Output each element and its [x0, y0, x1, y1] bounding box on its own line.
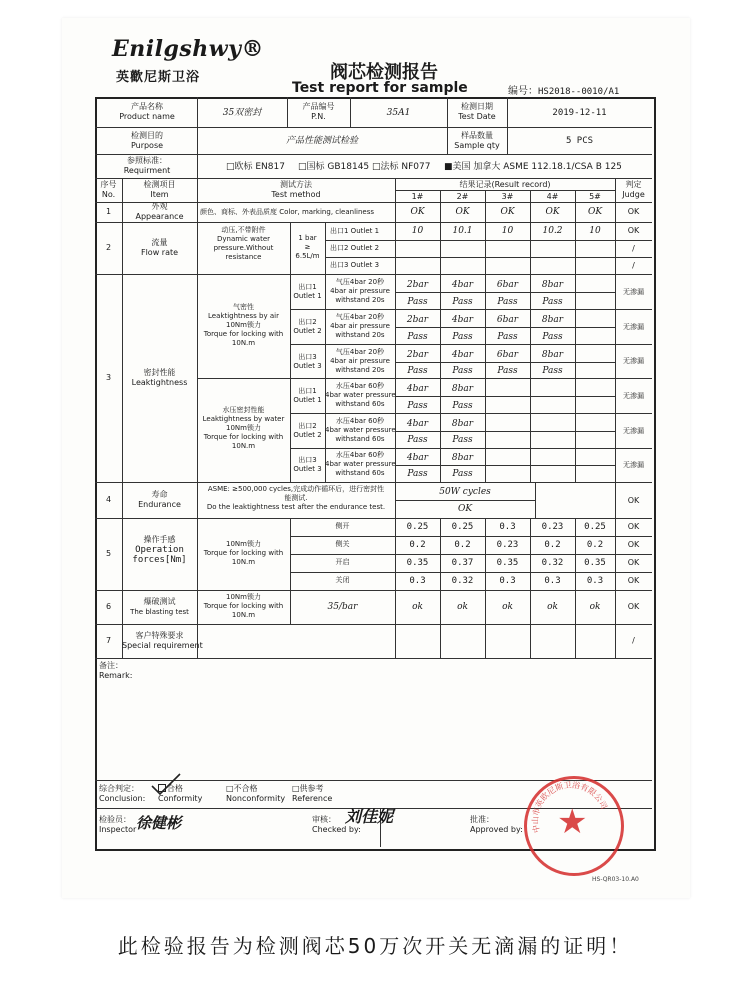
row5-op-2-label: 侧关 — [335, 540, 350, 548]
water-o1-pass-1: Pass — [407, 401, 428, 411]
row4-result-cycles: 50W cycles — [439, 487, 491, 497]
air-o2-no-leak: 无渗漏 — [623, 323, 644, 331]
table-line — [95, 518, 652, 519]
row5-op-2-value-3: 0.23 — [496, 540, 519, 550]
seal-text: 中山市英欧尼斯卫浴有限公司 — [530, 780, 609, 834]
row5-op-1-value-2: 0.25 — [451, 522, 474, 532]
row5-op-4-value-1: 0.3 — [409, 576, 426, 586]
air-o3-pass-3: Pass — [497, 366, 518, 376]
row5-op-3-value-3: 0.35 — [496, 558, 519, 568]
bottom-caption: 此检验报告为检测阀芯50万次开关无滴漏的证明！ — [117, 934, 633, 958]
table-line — [95, 624, 652, 625]
water-o2-no-leak: 无渗漏 — [623, 427, 644, 435]
table-line — [290, 274, 291, 482]
purpose-value: 产品性能测试检验 — [285, 136, 358, 146]
row6-result-5: ok — [589, 602, 601, 612]
standard-gb18145: □国标 GB18145 — [298, 162, 370, 172]
checked-signature: 刘佳妮 — [345, 807, 394, 826]
air-o1-pass-1: Pass — [407, 297, 428, 307]
air-o3-pressure-4: 8bar — [541, 350, 564, 360]
water-o2-pass-2: Pass — [452, 435, 473, 445]
row6-item: 爆破测试 The blasting test — [130, 597, 189, 616]
table-line — [440, 518, 441, 658]
table-line — [95, 482, 652, 483]
sample-5-header: 5# — [589, 192, 601, 201]
row2-item: 流量 Flow rate — [140, 238, 179, 257]
air-o3-pressure-3: 6bar — [496, 350, 519, 360]
table-line — [197, 378, 652, 379]
row5-op-4-value-4: 0.3 — [544, 576, 561, 586]
air-o1-pressure-1: 2bar — [406, 280, 429, 290]
col-no-header: 序号 No. — [100, 180, 117, 199]
row6-result-2: ok — [457, 602, 468, 612]
row5-item: 操作手感 Operation forces[Nm] — [132, 535, 187, 565]
checked-label: 审核： Checked by: — [312, 815, 361, 834]
table-line — [95, 127, 652, 128]
row4-item: 寿命 Endurance — [138, 490, 181, 509]
table-line — [395, 178, 396, 658]
row5-op-3-value-2: 0.37 — [451, 558, 474, 568]
row3-air-method: 气密性 Leaktightness by air 10Nm锁力 Torque for locking with 10N.m — [203, 303, 284, 347]
table-line — [325, 240, 652, 241]
table-line — [395, 327, 615, 328]
water-o3-no-leak: 无渗漏 — [623, 461, 644, 469]
inspector-signature: 徐健彬 — [136, 814, 182, 832]
air-o2-pressure-1: 2bar — [406, 315, 429, 325]
air-o3-pressure-2: 4bar — [451, 350, 474, 360]
row3-water-outlet-1: 出口1 Outlet 1 — [293, 387, 322, 404]
row6-result-3: ok — [502, 602, 513, 612]
row5-op-4-value-2: 0.32 — [451, 576, 474, 586]
air-o1-no-leak: 无渗漏 — [623, 288, 644, 296]
row3-air-outlet-1: 出口1 Outlet 1 — [293, 283, 322, 300]
conclusion-conformity: 合格 Conformity — [158, 784, 203, 803]
row1-item: 外观 Appearance — [135, 202, 184, 221]
col-judge-header: 判定 Judge — [622, 180, 645, 199]
row5-op-1-judge: OK — [627, 522, 640, 531]
table-line — [95, 178, 652, 179]
air-o1-pass-3: Pass — [497, 297, 518, 307]
row6-result-4: ok — [547, 602, 558, 612]
row7-item: 客户特殊要求 Special requirement — [122, 631, 203, 650]
test-date-value: 2019-12-11 — [552, 108, 607, 118]
sample-4-header: 4# — [546, 192, 559, 201]
row1-result-3: OK — [500, 207, 515, 217]
air-o2-pressure-4: 8bar — [541, 315, 564, 325]
air-o2-pass-4: Pass — [542, 332, 563, 342]
row2-result-2: 10.1 — [452, 226, 473, 236]
row5-op-1-value-5: 0.25 — [584, 522, 606, 532]
row6-method: 10Nm锁力 Torque for locking with 10N.m — [203, 593, 284, 619]
air-o3-pass-4: Pass — [542, 366, 563, 376]
table-line — [290, 344, 652, 345]
row5-op-2-judge: OK — [627, 540, 640, 549]
row1-no: 1 — [105, 207, 112, 216]
row5-op-2-value-4: 0.2 — [544, 540, 561, 550]
air-o2-pass-1: Pass — [407, 332, 428, 342]
table-line — [395, 362, 615, 363]
row5-op-4-value-5: 0.3 — [586, 576, 604, 586]
product-name-value: 35双密封 — [222, 108, 262, 118]
row5-op-2-value-5: 0.2 — [586, 540, 604, 550]
row3-water-outlet-2: 出口2 Outlet 2 — [293, 422, 322, 439]
row3-air-outlet-3: 出口3 Outlet 3 — [293, 353, 322, 370]
row3-air-test-1: 气压4bar 20秒 4bar air pressure withstand 20s — [330, 278, 390, 304]
row4-method: ASME: ≥500,000 cycles,完成动作循环后，进行密封性 能测试. Do the leaktightness test after the endurance test. — [206, 485, 386, 511]
row5-op-3-label: 开启 — [335, 558, 350, 566]
table-line — [95, 222, 652, 223]
air-o2-pressure-2: 4bar — [451, 315, 474, 325]
row3-item: 密封性能 Leaktightness — [131, 368, 188, 387]
row2-result-4: 10.2 — [542, 226, 563, 236]
seal-star-icon: ★ — [557, 802, 588, 842]
row5-op-3-value-4: 0.32 — [541, 558, 564, 568]
row3-air-test-3: 气压4bar 20秒 4bar air pressure withstand 20s — [330, 348, 390, 374]
conclusion-label: 综合判定： Conclusion: — [99, 784, 146, 803]
water-o3-pressure-2: 8bar — [451, 453, 474, 463]
report-title-en: Test report for sample — [292, 80, 468, 96]
row2-condition: 1 bar ≥ 6.5L/m — [295, 234, 320, 260]
water-o1-no-leak: 无渗漏 — [623, 392, 644, 400]
table-line — [535, 482, 536, 518]
air-o2-pass-2: Pass — [452, 332, 473, 342]
standard-en817: □欧标 EN817 — [226, 162, 285, 172]
row4-result-ok: OK — [457, 504, 473, 514]
row5-op-4-label: 关闭 — [335, 576, 350, 584]
row3-water-outlet-3: 出口3 Outlet 3 — [293, 456, 322, 473]
air-o1-pass-4: Pass — [542, 297, 563, 307]
requirement-label: 参照标准： Requirment — [123, 156, 171, 175]
row7-judge: / — [632, 636, 635, 645]
row2-judge-3: / — [632, 261, 635, 270]
row1-result-4: OK — [545, 207, 560, 217]
row2-result-5: 10 — [589, 226, 601, 236]
row5-op-4-judge: OK — [627, 576, 640, 585]
air-o3-pass-1: Pass — [407, 366, 428, 376]
row1-result-5: OK — [587, 207, 603, 217]
water-o1-pressure-1: 4bar — [406, 384, 429, 394]
pn-label: 产品编号 P.N. — [302, 102, 335, 121]
col-method-header: 测试方法 Test method — [271, 180, 321, 199]
water-o2-pressure-2: 8bar — [451, 419, 474, 429]
table-line — [290, 554, 652, 555]
row1-result-1: OK — [410, 207, 425, 217]
table-line — [395, 500, 535, 501]
table-line — [95, 154, 652, 155]
water-o1-pressure-2: 8bar — [451, 384, 474, 394]
row2-no: 2 — [105, 243, 112, 252]
row5-op-3-judge: OK — [627, 558, 640, 567]
row2-method: 动压,不带附件 Dynamic water pressure.Without resistance — [213, 226, 274, 261]
row7-no: 7 — [105, 636, 112, 645]
table-line — [290, 448, 652, 449]
air-o1-pressure-4: 8bar — [541, 280, 564, 290]
row5-method: 10Nm锁力 Torque for locking with 10N.m — [203, 540, 284, 566]
table-line — [290, 309, 652, 310]
row5-op-3-value-5: 0.35 — [584, 558, 606, 568]
form-code: HS-QR03-10.A0 — [592, 876, 639, 883]
sample-1-header: 1# — [411, 192, 424, 201]
water-o1-pass-2: Pass — [452, 401, 473, 411]
conformity-check-mark — [150, 772, 184, 798]
table-line — [485, 518, 486, 658]
report-number: 编号：HS2018--0010/A1 — [508, 86, 620, 97]
table-line — [395, 292, 615, 293]
air-o3-pressure-1: 2bar — [406, 350, 429, 360]
conclusion-reference: □供参考 Reference — [292, 784, 333, 803]
row2-judge-1: OK — [627, 226, 640, 235]
company-logo-cn: 英歡尼斯卫浴 — [116, 70, 201, 85]
table-line — [325, 257, 652, 258]
water-o2-pass-1: Pass — [407, 435, 428, 445]
table-line — [395, 465, 615, 466]
water-o2-pressure-1: 4bar — [406, 419, 429, 429]
report-title-cn: 阀芯检测报告 — [330, 62, 438, 83]
col-result-header: 结果记录(Result record) — [459, 180, 551, 189]
table-line — [325, 222, 326, 274]
company-logo-script: Enilgshwy® — [112, 36, 264, 62]
row3-water-test-1: 水压4bar 60秒 4bar water pressure withstand 60s — [325, 382, 396, 408]
row4-judge: OK — [627, 496, 640, 505]
sample-2-header: 2# — [456, 192, 469, 201]
air-o2-pressure-3: 6bar — [496, 315, 519, 325]
water-o3-pass-1: Pass — [407, 469, 428, 479]
purpose-label: 检测目的 Purpose — [130, 131, 164, 150]
row6-result-1: ok — [412, 602, 423, 612]
row1-judge: OK — [627, 207, 640, 216]
company-seal — [524, 776, 624, 876]
row5-op-1-value-1: 0.25 — [406, 522, 429, 532]
table-line — [290, 536, 652, 537]
table-line — [395, 190, 615, 191]
table-line — [530, 518, 531, 658]
row1-result-2: OK — [455, 207, 470, 217]
row5-op-2-value-2: 0.2 — [454, 540, 471, 550]
air-o2-pass-3: Pass — [497, 332, 518, 342]
row5-op-1-value-4: 0.23 — [541, 522, 564, 532]
row2-outlet-2: 出口2 Outlet 2 — [330, 244, 380, 252]
sample-qty-label: 样品数量 Sample qty — [454, 131, 500, 150]
row6-condition: 35/bar — [327, 602, 358, 612]
air-o1-pressure-2: 4bar — [451, 280, 474, 290]
row2-result-1: 10 — [411, 226, 424, 236]
approved-label: 批准： Approved by: — [470, 815, 523, 834]
air-o3-no-leak: 无渗漏 — [623, 357, 644, 365]
product-name-label: 产品名称 Product name — [119, 102, 175, 121]
row2-result-3: 10 — [501, 226, 514, 236]
row1-method: 颜色、商标、外表品质度 Color, marking, cleanliness — [200, 208, 375, 216]
standard-nf077: □法标 NF077 — [372, 162, 431, 172]
row2-outlet-1: 出口1 Outlet 1 — [330, 227, 380, 235]
row6-no: 6 — [105, 602, 112, 611]
row5-no: 5 — [105, 549, 112, 558]
row5-op-1-value-3: 0.3 — [499, 522, 516, 532]
row5-op-3-value-1: 0.35 — [406, 558, 429, 568]
air-o1-pass-2: Pass — [452, 297, 473, 307]
table-line — [290, 572, 652, 573]
row3-water-test-2: 水压4bar 60秒 4bar water pressure withstand 60s — [325, 417, 396, 443]
pn-value: 35A1 — [386, 108, 411, 118]
row2-judge-2: / — [632, 244, 635, 253]
test-date-label: 检测日期 Test Date — [458, 102, 496, 121]
table-line — [290, 413, 652, 414]
row3-air-test-2: 气压4bar 20秒 4bar air pressure withstand 20s — [330, 313, 390, 339]
row3-water-method: 水压密封性能 Leaktightness by water 10Nm锁力 Torque for locking with 10N.m — [202, 406, 285, 450]
air-o3-pass-2: Pass — [452, 366, 473, 376]
row3-water-test-3: 水压4bar 60秒 4bar water pressure withstand 60s — [325, 451, 396, 477]
table-line — [95, 590, 652, 591]
table-line — [395, 431, 615, 432]
standard-asme: ■美国 加拿大 ASME 112.18.1/CSA B 125 — [444, 162, 622, 172]
row5-op-2-value-1: 0.2 — [409, 540, 426, 550]
water-o3-pass-2: Pass — [452, 469, 473, 479]
row4-no: 4 — [105, 495, 112, 504]
table-line — [95, 658, 652, 659]
air-o1-pressure-3: 6bar — [496, 280, 519, 290]
remark-label: 备注： Remark: — [99, 661, 133, 680]
water-o3-pressure-1: 4bar — [406, 453, 429, 463]
row5-op-1-label: 侧开 — [335, 522, 350, 530]
row3-air-outlet-2: 出口2 Outlet 2 — [293, 318, 322, 335]
col-item-header: 检测项目 Item — [143, 180, 176, 199]
row6-judge: OK — [627, 602, 640, 611]
inspector-label: 检验员： Inspector — [99, 815, 137, 834]
conclusion-nonconformity: □不合格 Nonconformity — [226, 784, 286, 803]
table-line — [395, 396, 615, 397]
table-line — [95, 274, 652, 275]
row2-outlet-3: 出口3 Outlet 3 — [330, 261, 380, 269]
sample-3-header: 3# — [501, 192, 514, 201]
row5-op-4-value-3: 0.3 — [499, 576, 516, 586]
table-line — [575, 518, 576, 658]
row3-no: 3 — [105, 373, 112, 382]
sample-qty-value: 5 PCS — [565, 136, 594, 146]
